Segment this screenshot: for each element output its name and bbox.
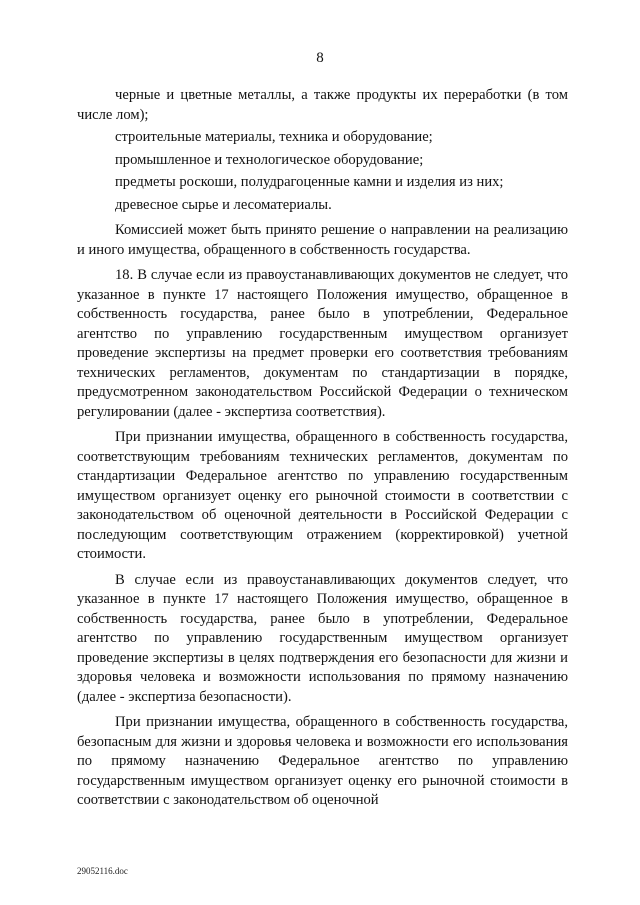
list-item-construction: строительные материалы, техника и оборудование; <box>115 129 433 145</box>
list-item-metals: черные и цветные металлы, а также продукты их переработки (в том числе лом); <box>77 87 568 123</box>
list-item-industrial: промышленное и технологическое оборудование; <box>115 151 424 168</box>
footer-filename: 29052116.doc <box>77 866 128 876</box>
paragraph-used-property: В случае если из правоустанавливающих документов следует, что указанное в пункте 17 настоящего Положения имущество, обращенное в собственность государства, ранее было в употреблении, Федеральное агентство по управлению государственным имуществом организует проведение экспертизы в целях подтверждения его безопасности для жизни и здоровья человека и возможности использования по прямому назначению (далее - экспертиза безопасности). <box>77 571 568 705</box>
list-item-timber: древесное сырье и лесоматериалы. <box>115 196 332 213</box>
list-item-luxury: предметы роскоши, полудрагоценные камни и изделия из них; <box>115 174 504 190</box>
document-body <box>77 86 568 811</box>
page-number: 8 <box>316 50 324 66</box>
paragraph-commission: Комиссией может быть принято решение о направлении на реализацию и иного имущества, обращенного в собственность государства. <box>77 222 568 258</box>
paragraph-safety-valuation: При признании имущества, обращенного в собственность государства, безопасным для жизни и здоровья человека и возможности его использования по прямому назначению Федеральное агентство по управлению государственным имуществом организует оценку его рыночной стоимости в соответствии с законодательством об оценочной <box>77 714 568 808</box>
paragraph-18: 18. В случае если из правоустанавливающих документов не следует, что указанное в пункте 17 настоящего Положения имущество, обращенное в собственность государства, ранее было в употреблении, Федеральное агентство по управлению государственным имуществом организует проведение экспертизы на предмет проверки его соответствия требованиям технических регламентов, документам по стандартизации в порядке, предусмотренном законодательством Российской Федерации о техническом регулировании (далее - экспертиза соответствия). <box>77 267 568 420</box>
paragraph-conformity-valuation: При признании имущества, обращенного в собственность государства, соответствующим требованиям технических регламентов, документам по стандартизации Федеральное агентство по управлению государственным имуществом организует оценку его рыночной стоимости в соответствии с законодательством об оценочной деятельности в Российской Федерации с последующим соответствующим отражением (корректировкой) учетной стоимости. <box>77 429 568 562</box>
